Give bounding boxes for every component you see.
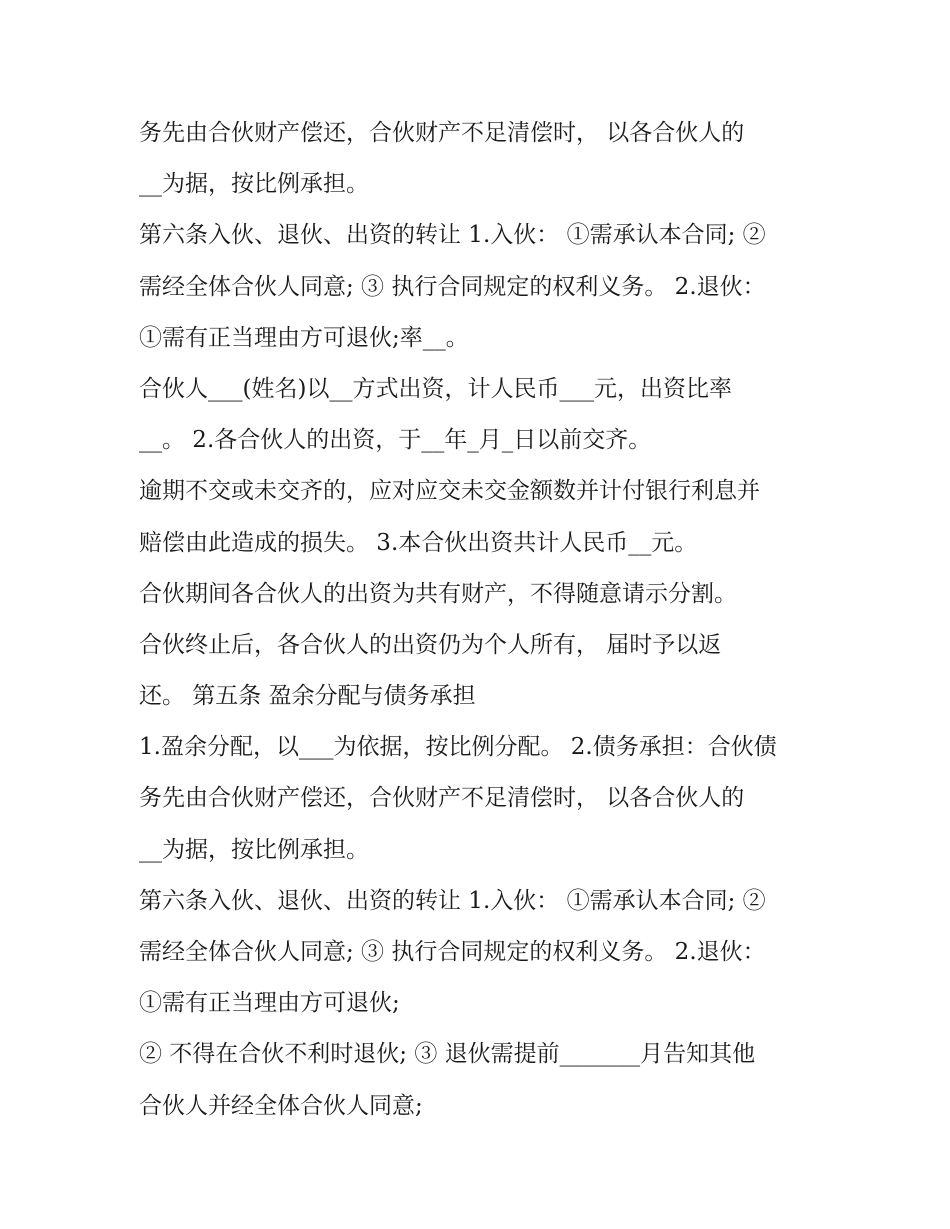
text-line: 合伙期间各合伙人的出资为共有财产，不得随意请示分割。 (139, 580, 737, 607)
text-line: 合伙人___(姓名)以__方式出资，计人民币___元，出资比率 (139, 375, 732, 402)
text-line: 第六条入伙、退伙、出资的转让 1.入伙： ①需承认本合同; ② (139, 887, 766, 914)
text-line: 需经全体合伙人同意; ③ 执行合同规定的权利义务。 2.退伙： (139, 939, 766, 965)
text-line: 赔偿由此造成的损失。 3.本合伙出资共计人民币__元。 (139, 529, 698, 556)
text-line: 合伙人并经全体合伙人同意; (139, 1092, 423, 1119)
document-body (139, 108, 839, 1132)
text-line: 还。 第五条 盈余分配与债务承担 (139, 683, 476, 710)
text-line: 逾期不交或未交齐的，应对应交未交金额数并计付银行利息并 (139, 478, 760, 505)
text-line: 1.盈余分配，以___为依据，按比例分配。 2.债务承担：合伙债 (139, 734, 777, 761)
text-line: 务先由合伙财产偿还，合伙财产不足清偿时， 以各合伙人的 (139, 785, 745, 812)
text-line: 第六条入伙、退伙、出资的转让 1.入伙： ①需承认本合同; ② (139, 222, 766, 249)
text-line: 合伙终止后，各合伙人的出资仍为个人所有， 届时予以返 (139, 631, 722, 658)
text-line: __为据，按比例承担。 (139, 836, 369, 863)
text-line: ② 不得在合伙不利时退伙; ③ 退伙需提前_______月告知其他 (139, 1041, 756, 1068)
text-line: 需经全体合伙人同意; ③ 执行合同规定的权利义务。 2.退伙： (139, 273, 766, 300)
text-line: __为据，按比例承担。 (139, 171, 369, 198)
text-line: ①需有正当理由方可退伙; (139, 990, 400, 1017)
text-line: __。 2.各合伙人的出资，于__年_月_日以前交齐。 (139, 427, 652, 454)
text-line: ①需有正当理由方可退伙;率__。 (139, 324, 469, 351)
text-line: 务先由合伙财产偿还，合伙财产不足清偿时， 以各合伙人的 (139, 120, 745, 146)
